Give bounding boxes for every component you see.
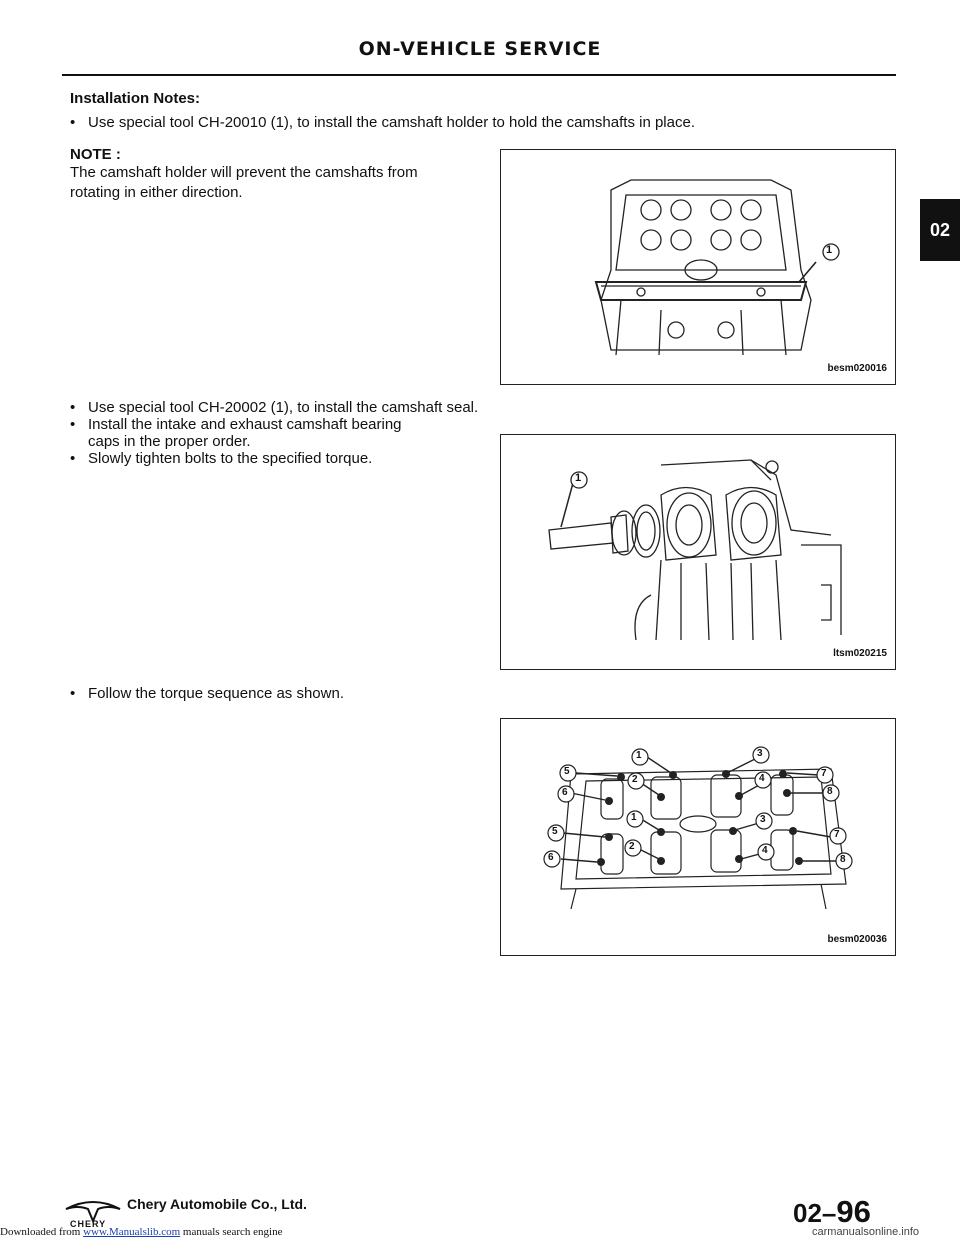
note-line-1: The camshaft holder will prevent the camshafts from (70, 164, 418, 181)
bullet-torque-sequence (70, 685, 490, 703)
bullet-text: Use special tool CH-20002 (1), to install the camshaft seal. (88, 399, 479, 416)
page-number-value: 96 (836, 1194, 871, 1229)
section-tab: 02 (920, 199, 960, 261)
manualslib-link[interactable]: www.Manualslib.com (83, 1226, 181, 1238)
bullet-dot: • (70, 114, 76, 131)
installation-notes-heading: Installation Notes: (70, 90, 201, 107)
torque-callout: 5 (564, 766, 570, 777)
torque-callout: 8 (827, 786, 833, 797)
figure2-caption: ltsm020215 (833, 648, 887, 659)
torque-callout: 3 (760, 814, 766, 825)
download-credit-suffix: manuals search engine (182, 1226, 283, 1238)
torque-callout: 8 (840, 854, 846, 865)
torque-callout: 7 (821, 768, 827, 779)
bullet-dot: • (70, 416, 76, 433)
torque-callout: 5 (552, 826, 558, 837)
bullet-dot: • (70, 399, 76, 416)
company-name: Chery Automobile Co., Ltd. (127, 1196, 307, 1212)
torque-callout: 7 (834, 829, 840, 840)
torque-callout: 1 (636, 750, 642, 761)
bullet-dot: • (70, 450, 76, 467)
header-divider (62, 74, 896, 76)
bullet-bearing-caps (70, 416, 490, 434)
figure-camshaft-holder (500, 149, 896, 385)
torque-callout: 4 (762, 845, 768, 856)
figure1-callout-1: 1 (826, 244, 833, 256)
page-header-title: ON-VEHICLE SERVICE (358, 38, 602, 60)
bullet-camshaft-holder (70, 114, 890, 132)
bullet-tighten-bolts (70, 450, 490, 468)
bullet-camshaft-seal (70, 399, 490, 417)
figure3-caption: besm020036 (827, 934, 887, 945)
camshaft-holder-illustration (501, 150, 895, 384)
bullet-text: Follow the torque sequence as shown. (88, 685, 344, 702)
watermark-text: carmanualsonline.info (812, 1226, 920, 1238)
torque-callout: 2 (629, 841, 635, 852)
page-number-prefix: 02– (793, 1198, 837, 1228)
figure-camshaft-seal (500, 434, 896, 670)
torque-callout: 3 (757, 748, 763, 759)
camshaft-seal-illustration (501, 435, 895, 669)
torque-callout: 2 (632, 774, 638, 785)
page-number (793, 1194, 871, 1230)
figure1-caption: besm020016 (827, 363, 887, 374)
figure2-callout-1: 1 (575, 472, 582, 484)
torque-callout: 6 (548, 852, 554, 863)
note-label: NOTE : (70, 146, 121, 163)
torque-callout: 6 (562, 787, 568, 798)
bullet-text: Slowly tighten bolts to the specified torque. (88, 450, 373, 467)
figure-torque-sequence (500, 718, 896, 956)
note-line-2: rotating in either direction. (70, 184, 243, 201)
torque-callout: 4 (759, 773, 765, 784)
bullet-text: Install the intake and exhaust camshaft bearing (88, 416, 402, 433)
download-credit-prefix: Downloaded from (0, 1226, 81, 1238)
chery-logo-text: CHERY (70, 1219, 107, 1229)
bullet-bearing-caps-continued: caps in the proper order. (88, 433, 251, 450)
bullet-dot: • (70, 685, 76, 702)
bullet-text: Use special tool CH-20010 (1), to install the camshaft holder to hold the camshafts in place. (88, 114, 695, 131)
download-credit (0, 1226, 282, 1238)
torque-callout: 1 (631, 812, 637, 823)
